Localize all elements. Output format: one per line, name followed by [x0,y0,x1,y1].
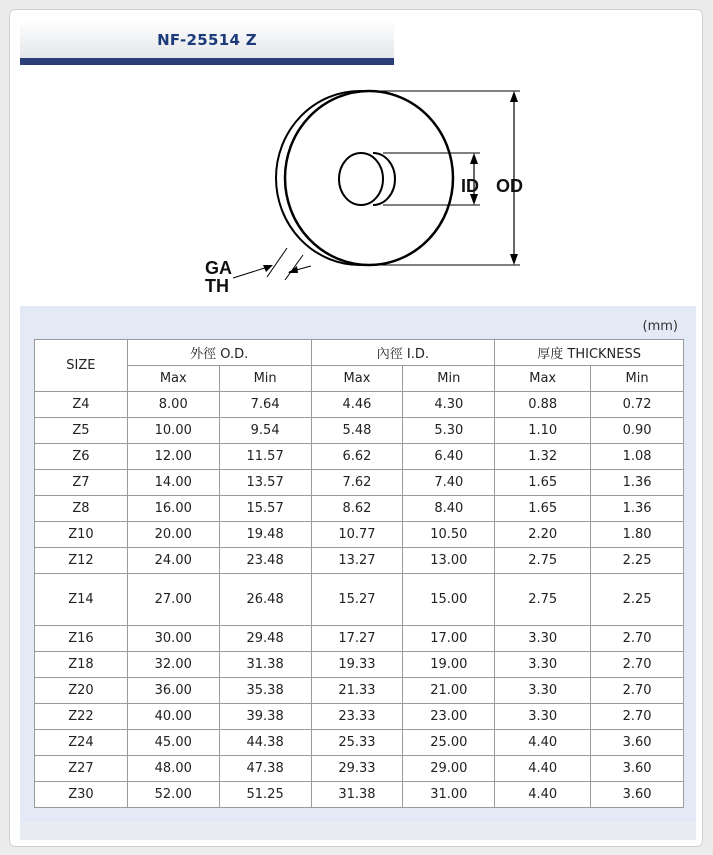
cell-od-max: 32.00 [127,652,219,678]
spec-table [34,339,684,808]
th-arrow-right [288,266,298,273]
cell-id-min: 10.50 [403,522,495,548]
cell-id-min: 25.00 [403,730,495,756]
cell-id-max: 13.27 [311,548,403,574]
table-row [35,730,684,756]
header-th-min: Min [591,366,684,392]
cell-id-max: 25.33 [311,730,403,756]
spec-table-body [35,392,684,808]
th-extension-right [285,255,303,280]
table-row [35,782,684,808]
table-row [35,522,684,548]
id-label: ID [461,176,479,196]
cell-od-min: 44.38 [219,730,311,756]
cell-th-min: 2.25 [591,574,684,626]
cell-th-max: 3.30 [495,652,591,678]
cell-id-max: 10.77 [311,522,403,548]
cell-id-min: 19.00 [403,652,495,678]
cell-od-max: 24.00 [127,548,219,574]
cell-th-max: 0.88 [495,392,591,418]
cell-id-max: 5.48 [311,418,403,444]
cell-od-max: 20.00 [127,522,219,548]
cell-id-min: 4.30 [403,392,495,418]
cell-th-min: 3.60 [591,730,684,756]
title-header [20,20,394,66]
table-row [35,704,684,730]
cell-th-min: 1.36 [591,496,684,522]
table-row [35,392,684,418]
cell-od-min: 29.48 [219,626,311,652]
cell-id-min: 15.00 [403,574,495,626]
cell-od-max: 16.00 [127,496,219,522]
cell-size: Z8 [35,496,128,522]
cell-id-max: 6.62 [311,444,403,470]
cell-od-min: 9.54 [219,418,311,444]
cell-od-min: 7.64 [219,392,311,418]
cell-id-min: 13.00 [403,548,495,574]
ga-label: GA [205,258,232,278]
cell-size: Z5 [35,418,128,444]
header-id-min: Min [403,366,495,392]
cell-size: Z4 [35,392,128,418]
cell-size: Z10 [35,522,128,548]
cell-od-max: 48.00 [127,756,219,782]
table-row [35,574,684,626]
cell-th-min: 3.60 [591,782,684,808]
cell-th-min: 0.90 [591,418,684,444]
cell-od-max: 10.00 [127,418,219,444]
cell-th-max: 4.40 [495,782,591,808]
cell-th-min: 1.80 [591,522,684,548]
cell-id-min: 29.00 [403,756,495,782]
od-arrow-top [510,91,518,102]
cell-od-max: 27.00 [127,574,219,626]
header-id: 內徑 I.D. [311,340,495,366]
cell-th-max: 1.32 [495,444,591,470]
id-arrow-top [470,153,478,164]
th-extension-left [267,248,287,277]
cell-th-max: 4.40 [495,756,591,782]
header-od-min: Min [219,366,311,392]
cell-th-max: 1.65 [495,496,591,522]
cell-od-max: 14.00 [127,470,219,496]
cell-size: Z30 [35,782,128,808]
cell-od-max: 36.00 [127,678,219,704]
cell-th-min: 2.70 [591,626,684,652]
header-od-max: Max [127,366,219,392]
cell-size: Z12 [35,548,128,574]
cell-od-min: 39.38 [219,704,311,730]
header-thickness: 厚度 THICKNESS [495,340,684,366]
cell-id-max: 8.62 [311,496,403,522]
cell-id-max: 4.46 [311,392,403,418]
cell-th-min: 2.70 [591,678,684,704]
bottom-strip [20,822,696,840]
cell-od-max: 12.00 [127,444,219,470]
cell-th-max: 4.40 [495,730,591,756]
cell-th-max: 1.10 [495,418,591,444]
table-row [35,626,684,652]
cell-od-min: 35.38 [219,678,311,704]
cell-od-min: 11.57 [219,444,311,470]
cell-size: Z7 [35,470,128,496]
cell-th-max: 3.30 [495,626,591,652]
cell-size: Z20 [35,678,128,704]
cell-od-min: 15.57 [219,496,311,522]
cell-od-min: 31.38 [219,652,311,678]
cell-id-max: 23.33 [311,704,403,730]
spec-table-panel [20,306,696,822]
cell-id-min: 5.30 [403,418,495,444]
od-label: OD [496,176,523,196]
title-underline [20,58,394,65]
cell-id-max: 19.33 [311,652,403,678]
cell-size: Z18 [35,652,128,678]
washer-hole-back [339,153,383,205]
cell-size: Z22 [35,704,128,730]
cell-id-min: 6.40 [403,444,495,470]
cell-size: Z24 [35,730,128,756]
table-row [35,470,684,496]
cell-th-max: 2.75 [495,548,591,574]
header-id-max: Max [311,366,403,392]
table-row [35,678,684,704]
cell-th-max: 1.65 [495,470,591,496]
cell-size: Z6 [35,444,128,470]
cell-th-min: 1.08 [591,444,684,470]
cell-id-min: 23.00 [403,704,495,730]
washer-drawing [185,80,545,310]
cell-id-max: 29.33 [311,756,403,782]
table-row [35,444,684,470]
cell-th-max: 3.30 [495,704,591,730]
cell-od-min: 51.25 [219,782,311,808]
th-label: TH [205,276,229,296]
table-row [35,418,684,444]
cell-od-max: 30.00 [127,626,219,652]
cell-th-min: 0.72 [591,392,684,418]
cell-id-max: 31.38 [311,782,403,808]
cell-od-max: 45.00 [127,730,219,756]
cell-id-max: 21.33 [311,678,403,704]
cell-od-min: 47.38 [219,756,311,782]
cell-od-min: 19.48 [219,522,311,548]
cell-id-max: 7.62 [311,470,403,496]
table-row [35,652,684,678]
cell-th-max: 2.75 [495,574,591,626]
cell-th-max: 2.20 [495,522,591,548]
cell-od-min: 26.48 [219,574,311,626]
table-row [35,496,684,522]
header-size: SIZE [35,340,128,392]
product-card [9,9,703,847]
cell-size: Z14 [35,574,128,626]
cell-id-min: 7.40 [403,470,495,496]
cell-od-max: 8.00 [127,392,219,418]
table-row [35,548,684,574]
washer-diagram [185,80,545,310]
cell-th-min: 2.25 [591,548,684,574]
cell-od-max: 40.00 [127,704,219,730]
cell-th-max: 3.30 [495,678,591,704]
cell-th-min: 1.36 [591,470,684,496]
cell-id-min: 31.00 [403,782,495,808]
cell-id-max: 15.27 [311,574,403,626]
od-arrow-bottom [510,254,518,265]
cell-od-min: 23.48 [219,548,311,574]
cell-size: Z27 [35,756,128,782]
cell-id-max: 17.27 [311,626,403,652]
unit-label: (mm) [642,319,678,334]
cell-th-min: 2.70 [591,652,684,678]
page-title: NF-25514 Z [157,31,257,49]
header-th-max: Max [495,366,591,392]
cell-od-min: 13.57 [219,470,311,496]
cell-id-min: 21.00 [403,678,495,704]
cell-id-min: 8.40 [403,496,495,522]
cell-size: Z16 [35,626,128,652]
cell-th-min: 3.60 [591,756,684,782]
header-od: 外徑 O.D. [127,340,311,366]
cell-th-min: 2.70 [591,704,684,730]
table-row [35,756,684,782]
cell-id-min: 17.00 [403,626,495,652]
cell-od-max: 52.00 [127,782,219,808]
